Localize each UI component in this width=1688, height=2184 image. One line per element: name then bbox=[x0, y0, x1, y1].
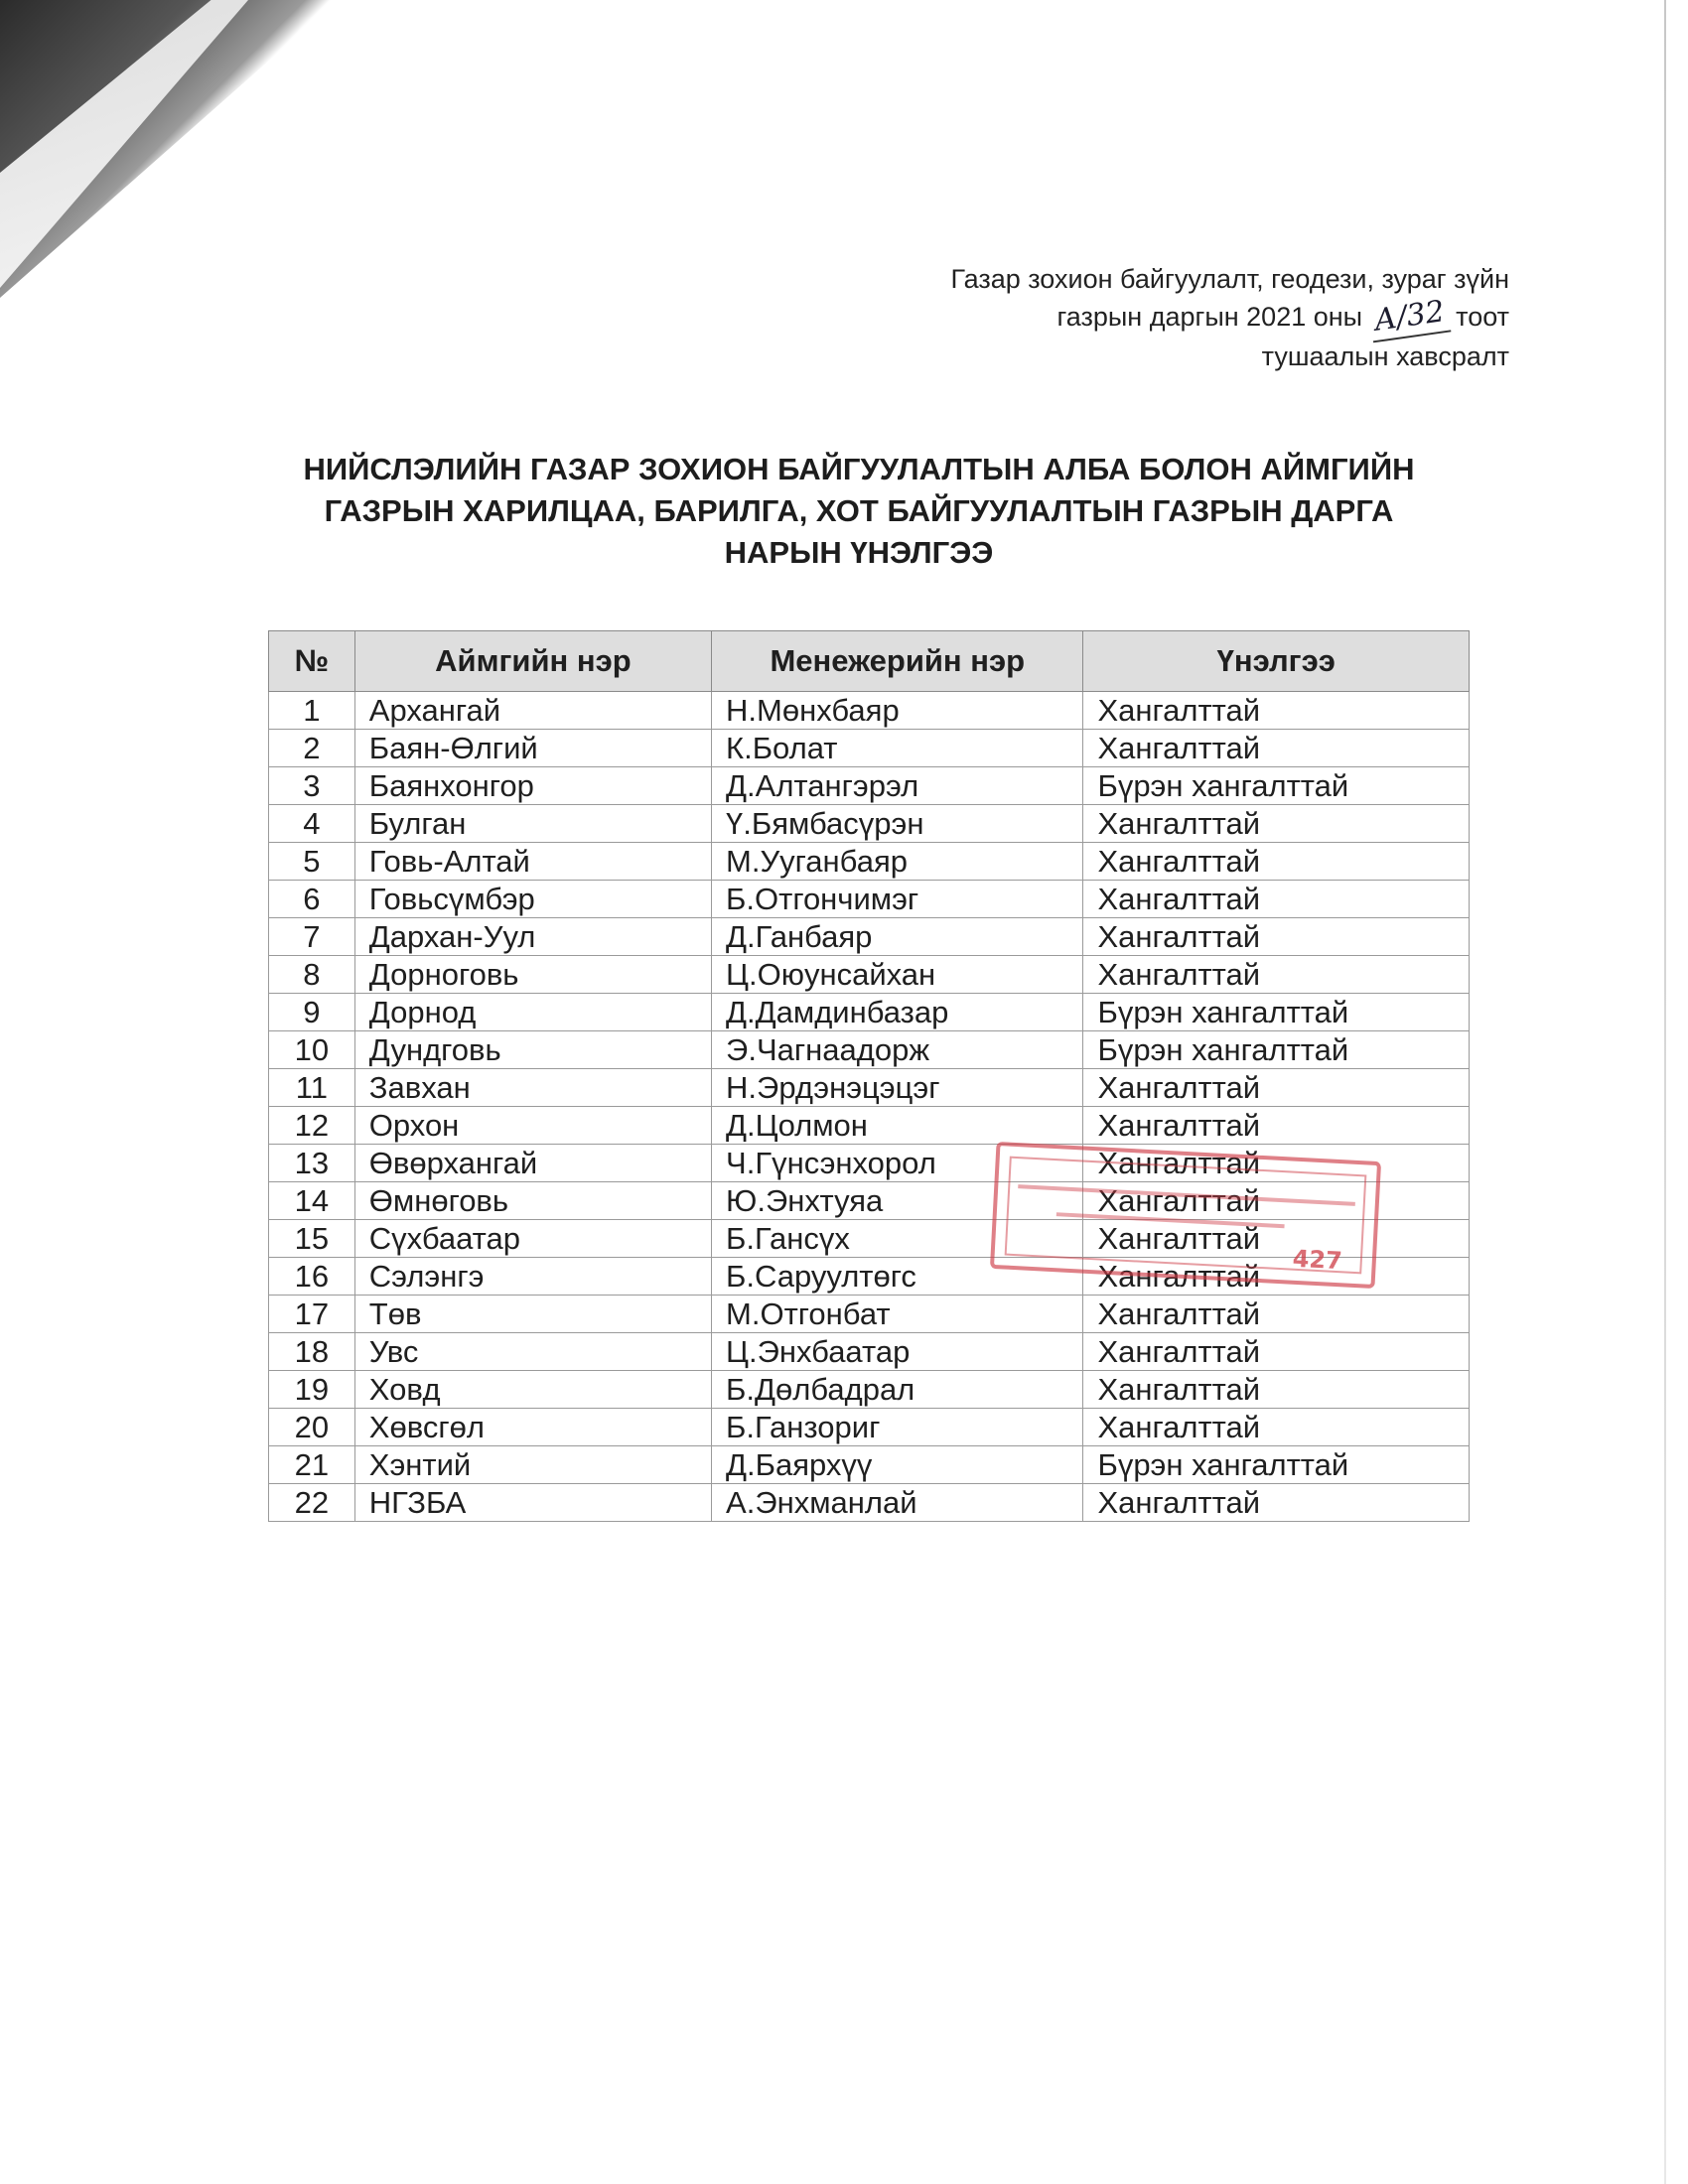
cell-number: 6 bbox=[269, 881, 355, 918]
cell-manager: А.Энхманлай bbox=[712, 1484, 1083, 1522]
cell-number: 4 bbox=[269, 805, 355, 843]
cell-number: 13 bbox=[269, 1145, 355, 1182]
table-row bbox=[269, 1258, 1470, 1296]
table-row bbox=[269, 1409, 1470, 1446]
cell-rating: Хангалттай bbox=[1083, 692, 1470, 730]
cell-rating: Хангалттай bbox=[1083, 1296, 1470, 1333]
order-ref-number: А/32 bbox=[1367, 293, 1451, 343]
cell-aimag: Говь-Алтай bbox=[354, 843, 711, 881]
cell-manager: М.Ууганбаяр bbox=[712, 843, 1083, 881]
cell-number: 1 bbox=[269, 692, 355, 730]
table-row bbox=[269, 692, 1470, 730]
table-row bbox=[269, 1182, 1470, 1220]
cell-number: 9 bbox=[269, 994, 355, 1031]
cell-manager: Б.Саруултөгс bbox=[712, 1258, 1083, 1296]
cell-number: 10 bbox=[269, 1031, 355, 1069]
cell-number: 12 bbox=[269, 1107, 355, 1145]
cell-aimag: Баянхонгор bbox=[354, 767, 711, 805]
cell-manager: Б.Ганзориг bbox=[712, 1409, 1083, 1446]
cell-number: 22 bbox=[269, 1484, 355, 1522]
stamp-number: 427 bbox=[1292, 1244, 1343, 1276]
cell-rating: Бүрэн хангалттай bbox=[1083, 1446, 1470, 1484]
cell-manager: Ц.Энхбаатар bbox=[712, 1333, 1083, 1371]
cell-rating: Хангалттай bbox=[1083, 1182, 1470, 1220]
scan-page-edge bbox=[1664, 0, 1666, 2184]
table-header-row bbox=[269, 631, 1470, 692]
cell-rating: Хангалттай bbox=[1083, 1258, 1470, 1296]
cell-rating: Хангалттай bbox=[1083, 918, 1470, 956]
header-rating: Үнэлгээ bbox=[1083, 631, 1470, 692]
table-row bbox=[269, 918, 1470, 956]
cell-aimag: Баян-Өлгий bbox=[354, 730, 711, 767]
table-row bbox=[269, 881, 1470, 918]
table-row bbox=[269, 1296, 1470, 1333]
cell-manager: Б.Дөлбадрал bbox=[712, 1371, 1083, 1409]
cell-aimag: Архангай bbox=[354, 692, 711, 730]
cell-aimag: Орхон bbox=[354, 1107, 711, 1145]
table-row bbox=[269, 767, 1470, 805]
cell-aimag: Төв bbox=[354, 1296, 711, 1333]
title-line-3: НАРЫН ҮНЭЛГЭЭ bbox=[724, 535, 994, 570]
cell-rating: Хангалттай bbox=[1083, 1145, 1470, 1182]
document-title bbox=[248, 449, 1470, 574]
cell-number: 21 bbox=[269, 1446, 355, 1484]
cell-aimag: Ховд bbox=[354, 1371, 711, 1409]
table-row bbox=[269, 1371, 1470, 1409]
cell-number: 16 bbox=[269, 1258, 355, 1296]
cell-aimag: Өмнөговь bbox=[354, 1182, 711, 1220]
cell-rating: Хангалттай bbox=[1083, 1333, 1470, 1371]
cell-manager: К.Болат bbox=[712, 730, 1083, 767]
cell-manager: Д.Баярхүү bbox=[712, 1446, 1083, 1484]
cell-manager: Б.Гансүх bbox=[712, 1220, 1083, 1258]
cell-manager: Н.Эрдэнэцэцэг bbox=[712, 1069, 1083, 1107]
table-row bbox=[269, 730, 1470, 767]
cell-number: 20 bbox=[269, 1409, 355, 1446]
cell-number: 7 bbox=[269, 918, 355, 956]
table-row bbox=[269, 956, 1470, 994]
cell-rating: Хангалттай bbox=[1083, 1409, 1470, 1446]
table-row bbox=[269, 843, 1470, 881]
cell-rating: Хангалттай bbox=[1083, 1107, 1470, 1145]
cell-number: 2 bbox=[269, 730, 355, 767]
cell-number: 14 bbox=[269, 1182, 355, 1220]
cell-rating: Бүрэн хангалттай bbox=[1083, 1031, 1470, 1069]
cell-aimag: Өвөрхангай bbox=[354, 1145, 711, 1182]
cell-manager: Д.Дамдинбазар bbox=[712, 994, 1083, 1031]
cell-manager: Ю.Энхтуяа bbox=[712, 1182, 1083, 1220]
cell-aimag: Булган bbox=[354, 805, 711, 843]
cell-number: 8 bbox=[269, 956, 355, 994]
cell-manager: Э.Чагнаадорж bbox=[712, 1031, 1083, 1069]
table-row bbox=[269, 1220, 1470, 1258]
cell-number: 17 bbox=[269, 1296, 355, 1333]
cell-aimag: Дархан-Уул bbox=[354, 918, 711, 956]
cell-manager: Ч.Гүнсэнхорол bbox=[712, 1145, 1083, 1182]
cell-aimag: Дорноговь bbox=[354, 956, 711, 994]
cell-manager: Б.Отгончимэг bbox=[712, 881, 1083, 918]
cell-manager: М.Отгонбат bbox=[712, 1296, 1083, 1333]
attachment-note-line1: Газар зохион байгуулалт, геодези, зураг зүйн bbox=[950, 264, 1509, 294]
cell-manager: Д.Цолмон bbox=[712, 1107, 1083, 1145]
cell-rating: Хангалттай bbox=[1083, 881, 1470, 918]
cell-aimag: НГЗБА bbox=[354, 1484, 711, 1522]
cell-aimag: Завхан bbox=[354, 1069, 711, 1107]
cell-aimag: Дундговь bbox=[354, 1031, 711, 1069]
cell-rating: Хангалттай bbox=[1083, 730, 1470, 767]
cell-aimag: Сэлэнгэ bbox=[354, 1258, 711, 1296]
cell-aimag: Дорнод bbox=[354, 994, 711, 1031]
cell-number: 18 bbox=[269, 1333, 355, 1371]
cell-aimag: Говьсүмбэр bbox=[354, 881, 711, 918]
cell-rating: Бүрэн хангалттай bbox=[1083, 994, 1470, 1031]
header-number: № bbox=[269, 631, 355, 692]
attachment-note-line2-start: газрын даргын 2021 оны bbox=[1056, 302, 1363, 332]
cell-rating: Хангалттай bbox=[1083, 1484, 1470, 1522]
cell-rating: Хангалттай bbox=[1083, 956, 1470, 994]
title-line-1: НИЙСЛЭЛИЙН ГАЗАР ЗОХИОН БАЙГУУЛАЛТЫН АЛБА БОЛОН АЙМГИЙН bbox=[303, 452, 1415, 486]
cell-aimag: Увс bbox=[354, 1333, 711, 1371]
cell-rating: Бүрэн хангалттай bbox=[1083, 767, 1470, 805]
cell-rating: Хангалттай bbox=[1083, 1220, 1470, 1258]
cell-manager: Д.Алтангэрэл bbox=[712, 767, 1083, 805]
header-manager: Менежерийн нэр bbox=[712, 631, 1083, 692]
cell-aimag: Хэнтий bbox=[354, 1446, 711, 1484]
table-row bbox=[269, 1145, 1470, 1182]
title-line-2: ГАЗРЫН ХАРИЛЦАА, БАРИЛГА, ХОТ БАЙГУУЛАЛТЫН ГАЗРЫН ДАРГА bbox=[324, 493, 1394, 528]
attachment-note-line3: тушаалын хавсралт bbox=[1261, 341, 1509, 371]
attachment-note-line2 bbox=[951, 294, 1510, 339]
table-row bbox=[269, 1446, 1470, 1484]
cell-number: 5 bbox=[269, 843, 355, 881]
cell-number: 3 bbox=[269, 767, 355, 805]
cell-number: 19 bbox=[269, 1371, 355, 1409]
cell-manager: Ц.Оюунсайхан bbox=[712, 956, 1083, 994]
cell-aimag: Хөвсгөл bbox=[354, 1409, 711, 1446]
cell-rating: Хангалттай bbox=[1083, 1069, 1470, 1107]
cell-manager: Д.Ганбаяр bbox=[712, 918, 1083, 956]
table-row bbox=[269, 1031, 1470, 1069]
cell-rating: Хангалттай bbox=[1083, 843, 1470, 881]
table-row bbox=[269, 1333, 1470, 1371]
table-row bbox=[269, 994, 1470, 1031]
evaluation-table bbox=[268, 630, 1470, 1522]
cell-rating: Хангалттай bbox=[1083, 805, 1470, 843]
header-aimag: Аймгийн нэр bbox=[354, 631, 711, 692]
table-row bbox=[269, 805, 1470, 843]
cell-aimag: Сүхбаатар bbox=[354, 1220, 711, 1258]
table-body bbox=[269, 692, 1470, 1522]
attachment-note-line2-end: тоот bbox=[1456, 302, 1509, 332]
cell-rating: Хангалттай bbox=[1083, 1371, 1470, 1409]
attachment-note bbox=[951, 260, 1510, 375]
cell-manager: Ү.Бямбасүрэн bbox=[712, 805, 1083, 843]
cell-number: 15 bbox=[269, 1220, 355, 1258]
cell-number: 11 bbox=[269, 1069, 355, 1107]
table-row bbox=[269, 1069, 1470, 1107]
table-row bbox=[269, 1107, 1470, 1145]
cell-manager: Н.Мөнхбаяр bbox=[712, 692, 1083, 730]
table-row bbox=[269, 1484, 1470, 1522]
